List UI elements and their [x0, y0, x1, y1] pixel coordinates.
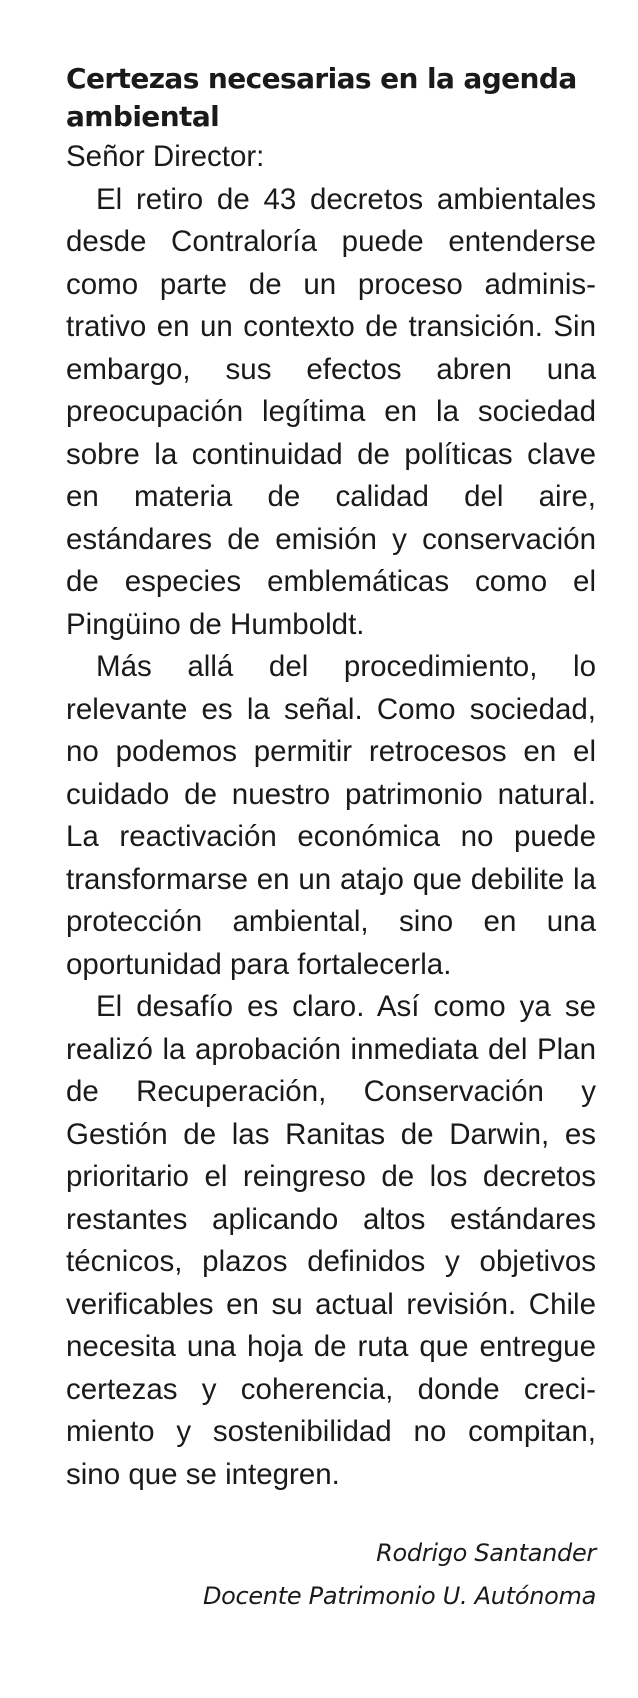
- letter-title: Certezas necesarias en la agenda ambiental: [66, 62, 577, 133]
- body-paragraph-1: El retiro de 43 decretos ambientales desde Contraloría puede entenderse como parte de un proceso administrativo en un contexto de transición. Sin embargo, sus efectos abren una preocupación legítima en la sociedad sobre la continuidad de políticas clave en materia de calidad del aire, estándares de emisión y conservación de especies emblemáticas como el Pingüino de Humboldt.: [66, 182, 596, 641]
- signature-block: [203, 1532, 596, 1618]
- body-paragraph-2: Más allá del procedimiento, lo relevante es la señal. Como sociedad, no podemos permitir retrocesos en el cuidado de nuestro patrimonio natural. La reactivación económica no puede transformarse en un atajo que debilite la protección ambiental, sino en una oportunidad para fortalecerla.: [66, 650, 596, 981]
- author-position: Docente Patrimonio U. Autónoma: [202, 1582, 596, 1610]
- body-paragraph-3: El desafío es claro. Así como ya se realizó la aprobación inmediata del Plan de Recuperación, Conservación y Gestión de las Ranitas de Darwin, es prioritario el reingreso de los decretos restantes aplicando altos estándares técnicos, plazos definidos y objetivos verificables en su actual revisión. Chile necesita una hoja de ruta que entregue certezas y coherencia, donde crecimiento y sostenibilidad no compitan, sino que se integren.: [66, 990, 596, 1491]
- author-name: Rodrigo Santander: [376, 1539, 596, 1567]
- letter-to-editor: [66, 60, 596, 1496]
- salutation: Señor Director:: [66, 140, 265, 173]
